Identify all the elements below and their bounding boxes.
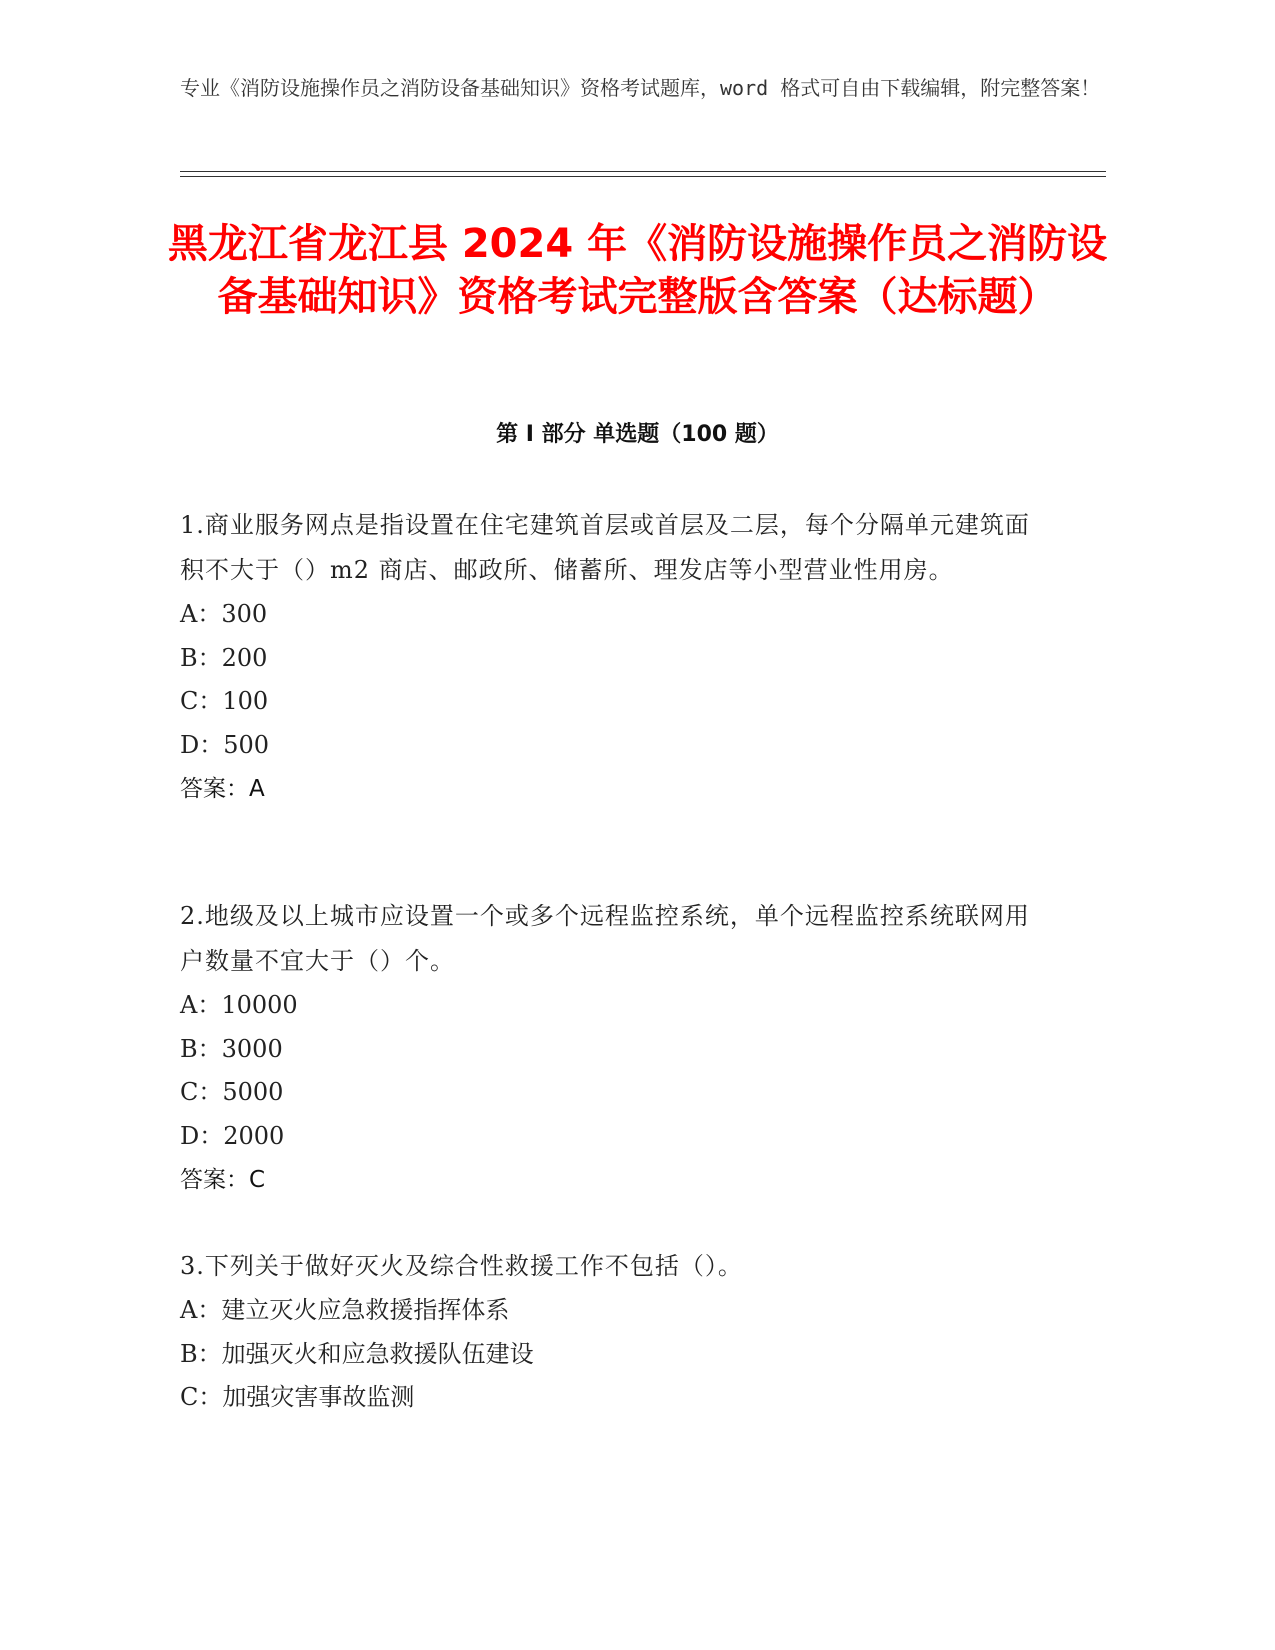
option-c: C：加强灾害事故监测 xyxy=(180,1383,415,1411)
option-d: D：500 xyxy=(180,730,270,759)
option-a: A：10000 xyxy=(180,991,298,1019)
document-title: 黑龙江省龙江县 2024 年《消防设施操作员之消防设备基础知识》资格考试完整版含答案（达标题） xyxy=(167,221,1108,320)
option-c: C：5000 xyxy=(180,1078,284,1106)
question-stem: 3.下列关于做好灭火及综合性救援工作不包括（）。 xyxy=(180,1252,743,1280)
question-block xyxy=(180,503,1030,811)
question-block xyxy=(180,1244,1030,1420)
option-b: B：3000 xyxy=(180,1034,283,1063)
question-block xyxy=(180,894,1030,1202)
header-divider-thick xyxy=(180,171,1106,172)
header-divider-thin xyxy=(180,176,1106,177)
option-c: C：100 xyxy=(180,687,269,715)
option-d: D：2000 xyxy=(180,1121,285,1150)
option-a: A：300 xyxy=(180,600,268,628)
question-stem: 2.地级及以上城市应设置一个或多个远程监控系统，单个远程监控系统联网用户数量不宜大于（）个。 xyxy=(180,902,1030,975)
option-b: B：加强灭火和应急救援队伍建设 xyxy=(180,1339,534,1368)
section-title: 第 I 部分 单选题（100 题） xyxy=(496,422,779,447)
option-a: A：建立灭火应急救援指挥体系 xyxy=(180,1296,510,1324)
answer-line: 答案：A xyxy=(180,776,265,802)
option-b: B：200 xyxy=(180,643,268,672)
answer-line: 答案：C xyxy=(180,1167,266,1193)
header-note: 专业《消防设施操作员之消防设备基础知识》资格考试题库，word 格式可自由下载编辑，附完整答案！ xyxy=(180,76,1101,100)
question-stem: 1.商业服务网点是指设置在住宅建筑首层或首层及二层，每个分隔单元建筑面积不大于（）m2 商店、邮政所、储蓄所、理发店等小型营业性用房。 xyxy=(180,511,1030,584)
